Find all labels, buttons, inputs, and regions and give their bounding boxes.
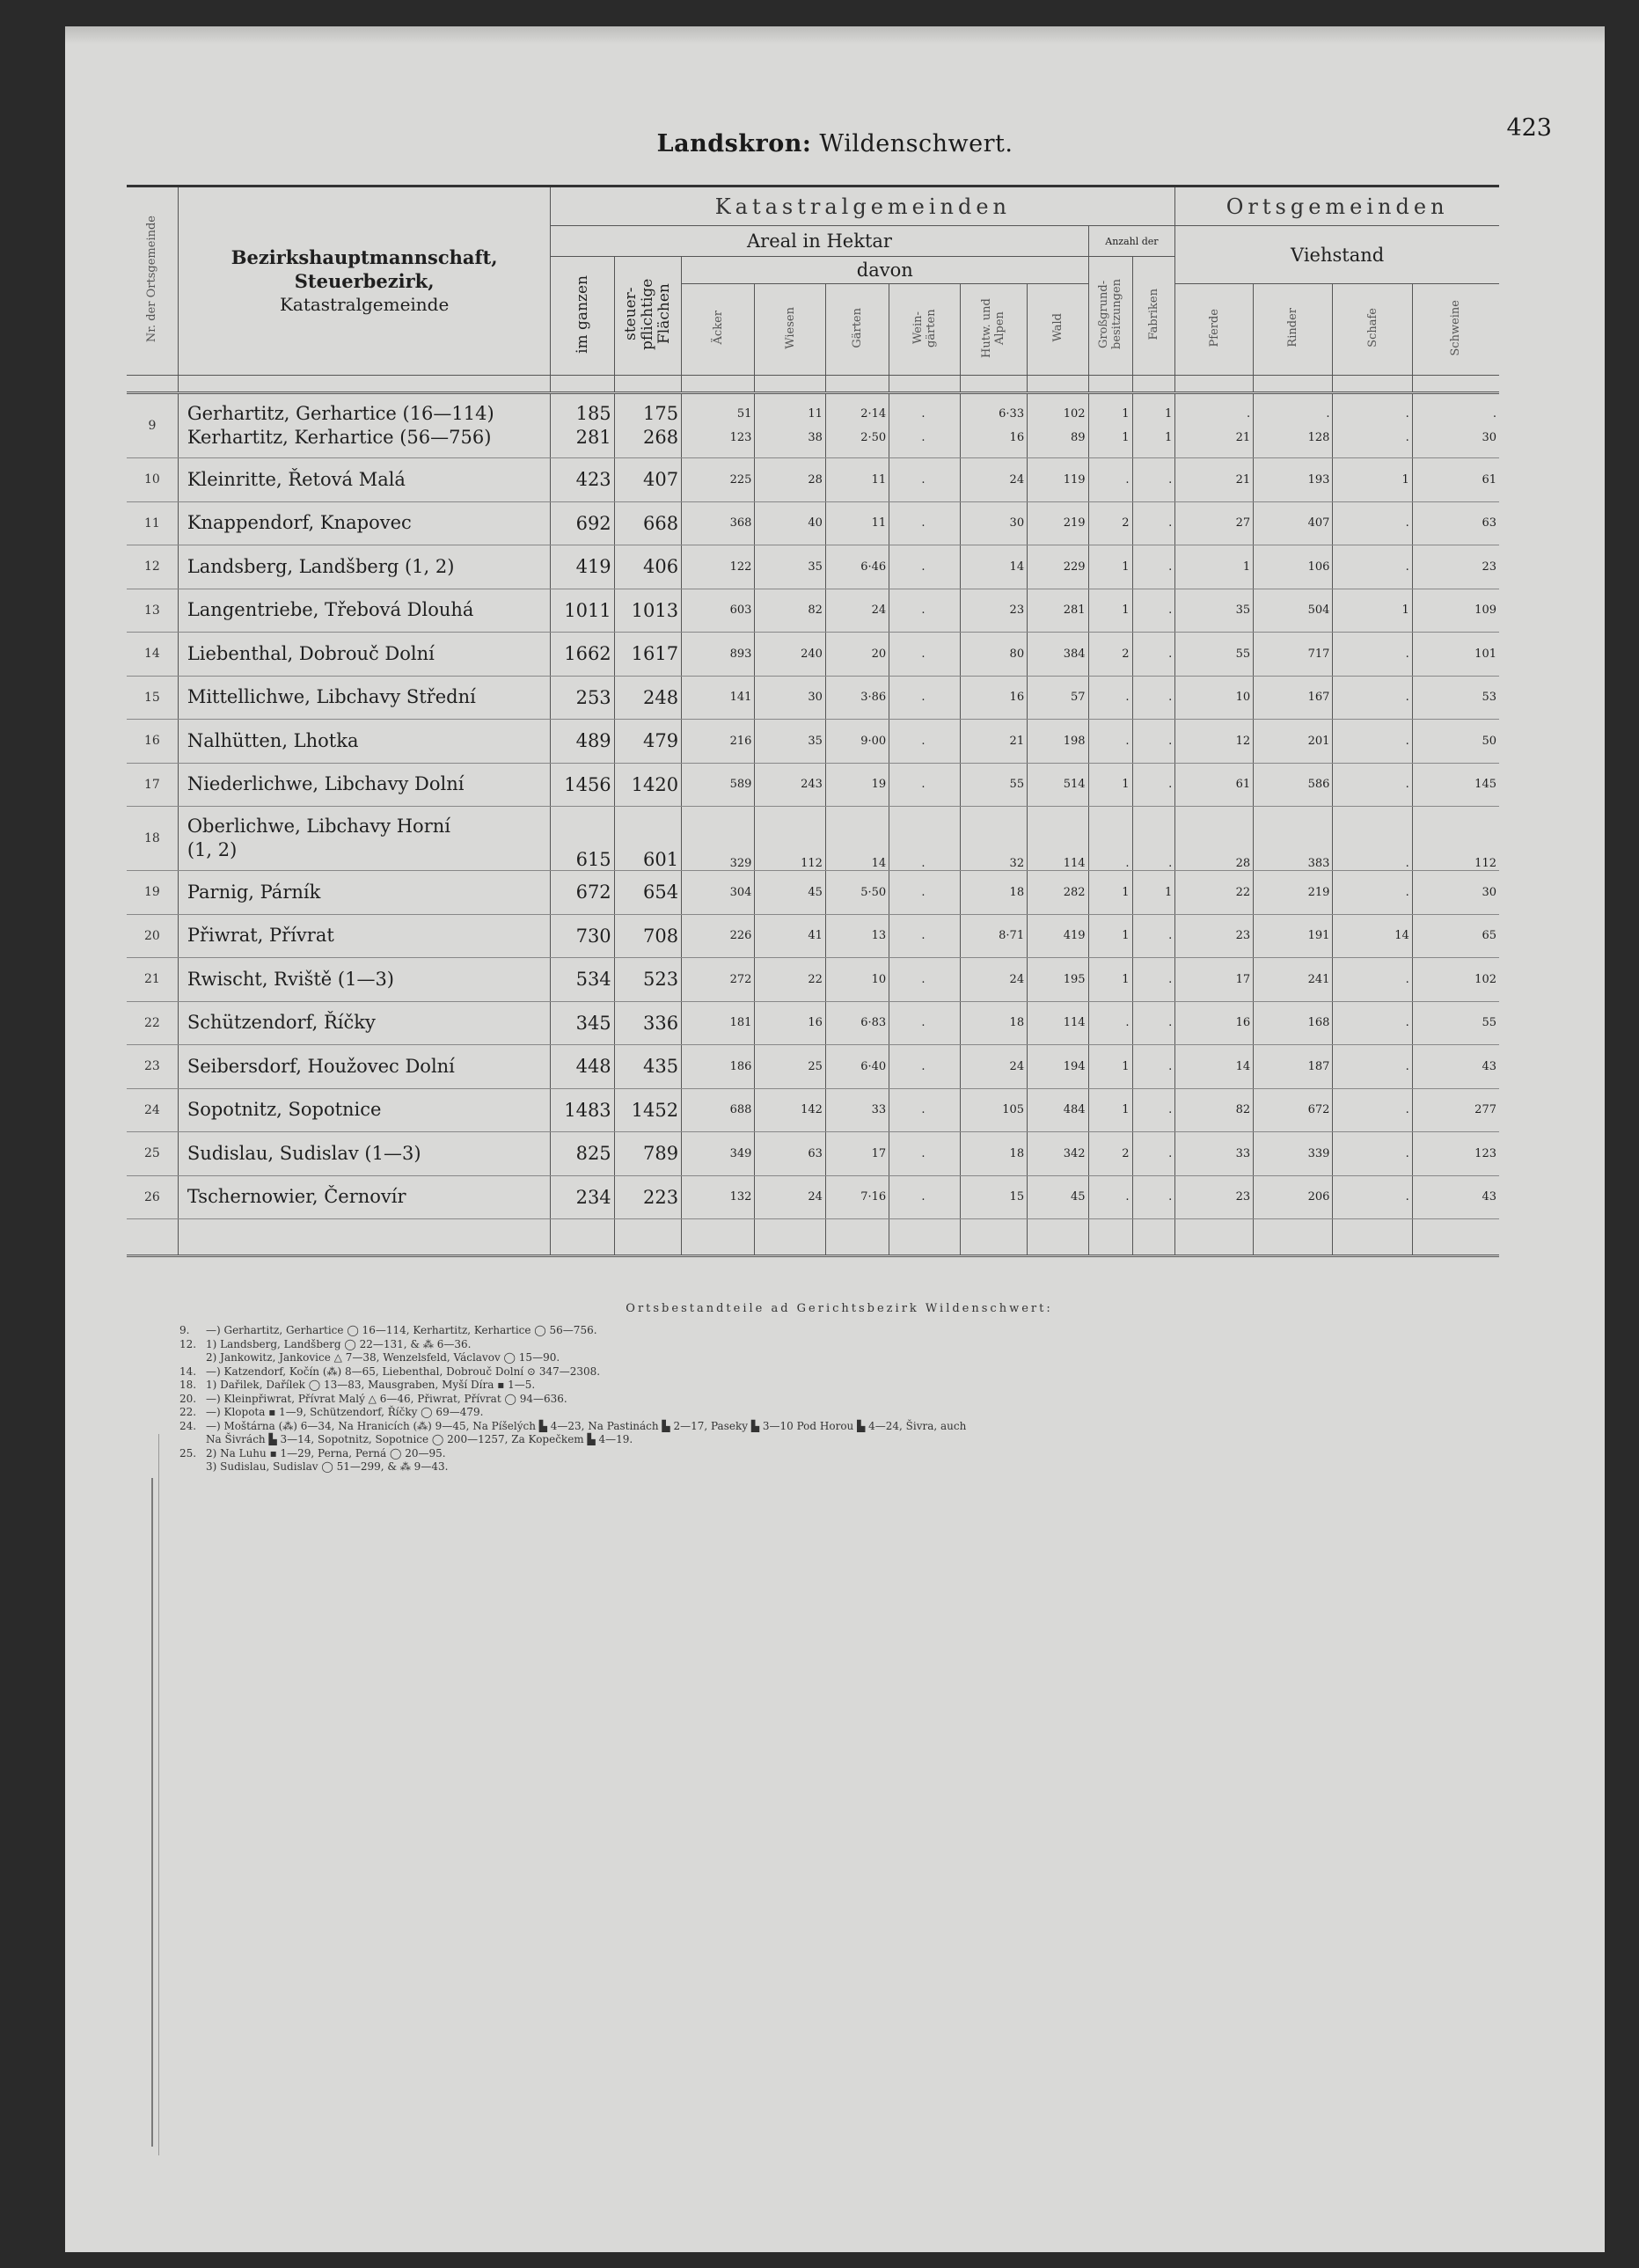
fabriken-header: Fabriken bbox=[1132, 257, 1175, 376]
margin-rule bbox=[151, 1478, 153, 2147]
schafe-header: Schafe bbox=[1333, 284, 1412, 376]
footnote-line: 20. —) Kleinpřiwrat, Přívrat Malý △ 6—46, Přiwrat, Přívrat ◯ 94—636. bbox=[179, 1392, 567, 1405]
weingarten-header: Wein-gärten bbox=[889, 284, 961, 376]
table-row: 14 Liebenthal, Dobrouč Dolní 1662 1617 893 240 20 . 80 384 2 . 55 717 . 101 bbox=[127, 633, 1499, 677]
col-nr-header: Nr. der Ortsgemeinde bbox=[127, 187, 178, 376]
table-row: 22 Schützendorf, Říčky 345 336 181 16 6·83 . 18 114 . . 16 168 . 55 bbox=[127, 1001, 1499, 1045]
table-row: 17 Niederlichwe, Libchavy Dolní 1456 1420 589 243 19 . 55 514 1 . 61 586 . 145 bbox=[127, 763, 1499, 807]
table-row: 24 Sopotnitz, Sopotnice 1483 1452 688 142 33 . 105 484 1 . 82 672 . 277 bbox=[127, 1088, 1499, 1132]
table-row: 13 Langentriebe, Třebová Dlouhá 1011 1013 603 82 24 . 23 281 1 . 35 504 1 109 bbox=[127, 589, 1499, 633]
gross-header: Großgrund-besitzungen bbox=[1088, 257, 1132, 376]
col-name-header: Bezirkshauptmannschaft, Steuerbezirk, Katastralgemeinde bbox=[178, 187, 551, 376]
davon-header: davon bbox=[682, 257, 1088, 284]
garten-header: Gärten bbox=[825, 284, 889, 376]
table-row: 25 Sudislau, Sudislav (1—3) 825 789 349 63 17 . 18 342 2 . 33 339 . 123 bbox=[127, 1132, 1499, 1176]
table-row: 15 Mittellichwe, Libchavy Střední 253 248 141 30 3·86 . 16 57 . . 10 167 . 53 bbox=[127, 676, 1499, 720]
table-row: 12 Landsberg, Landšberg (1, 2) 419 406 122 35 6·46 . 14 229 1 . 1 106 . 23 bbox=[127, 545, 1499, 589]
footnote-line: 3) Sudislau, Sudislav ◯ 51—299, & ⁂ 9—43. bbox=[206, 1460, 449, 1473]
table-row: 9 Gerhartitz, Gerhartice (16—114) Kerhartitz, Kerhartice (56—756) 185 281 175 268 51 123 11 38 2·14 2·50 . . 6·33 16 102 89 1 1 1 1 . 21 . 128 . . . 30 bbox=[127, 393, 1499, 458]
footnote-line: 14. —) Katzendorf, Kočín (⁂) 8—65, Liebenthal, Dobrouč Dolní ⊙ 347—2308. bbox=[179, 1364, 601, 1378]
table-row: 19 Parnig, Párník 672 654 304 45 5·50 . 18 282 1 1 22 219 . 30 bbox=[127, 871, 1499, 915]
footnote-line: 2) Jankowitz, Jankovice △ 7—38, Wenzelsfeld, Václavov ◯ 15—90. bbox=[206, 1351, 560, 1364]
document-page bbox=[65, 26, 1605, 2252]
table-row: 20 Přiwrat, Přívrat 730 708 226 41 13 . 8·71 419 1 . 23 191 14 65 bbox=[127, 914, 1499, 958]
footnotes-title: Ortsbestandteile ad Gerichtsbezirk Wildenschwert: bbox=[626, 1302, 1053, 1315]
viehstand-header: Viehstand bbox=[1175, 226, 1499, 284]
footnote-line: 12. 1) Landsberg, Landšberg ◯ 22—131, & ⁂ 6—36. bbox=[179, 1337, 472, 1350]
hutw-header: Hutw. und Alpen bbox=[960, 284, 1027, 376]
footnote-line: 24. —) Moštárna (⁂) 6—34, Na Hranicích (⁂) 9—45, Na Píšelých ▙ 4—23, Na Pastinách ▙ 2—17, Paseky ▙ 3—10 Pod Horou ▙ 4—24, Šivra, auch bbox=[179, 1419, 967, 1432]
margin-rule bbox=[158, 1434, 159, 2155]
page-number: 423 bbox=[1506, 114, 1552, 142]
table-row: 23 Seibersdorf, Houžovec Dolní 448 435 186 25 6·40 . 24 194 1 . 14 187 . 43 bbox=[127, 1045, 1499, 1089]
table-row: 18 Oberlichwe, Libchavy Horní (1, 2) 615 601 329 112 14 . 32 114 . . 28 383 . 112 bbox=[127, 807, 1499, 871]
table-row: 16 Nalhütten, Lhotka 489 479 216 35 9·00 . 21 198 . . 12 201 . 50 bbox=[127, 720, 1499, 764]
steuer-header: steuer-pflichtige Flächen bbox=[614, 257, 681, 376]
schweine-header: Schweine bbox=[1412, 284, 1499, 376]
wiesen-header: Wiesen bbox=[755, 284, 826, 376]
areal-header: Areal in Hektar bbox=[551, 226, 1088, 257]
footnote-line: 18. 1) Dařilek, Dařílek ◯ 13—83, Mausgraben, Myší Díra ▪ 1—5. bbox=[179, 1379, 536, 1391]
footnote-line: 9. —) Gerhartitz, Gerhartice ◯ 16—114, Kerhartitz, Kerhartice ◯ 56—756. bbox=[179, 1324, 597, 1336]
footnote-line: 22. —) Klopota ▪ 1—9, Schützendorf, Říčky ◯ 69—479. bbox=[179, 1406, 484, 1418]
table-row: 10 Kleinritte, Řetová Malá 423 407 225 28 11 . 24 119 . . 21 193 1 61 bbox=[127, 458, 1499, 502]
anzahl-header: Anzahl der bbox=[1088, 226, 1175, 257]
running-head: Landskron: Wildenschwert. bbox=[656, 130, 1013, 157]
acker-header: Äcker bbox=[682, 284, 755, 376]
wald-header: Wald bbox=[1028, 284, 1088, 376]
table-row: 11 Knappendorf, Knapovec 692 668 368 40 11 . 30 219 2 . 27 407 . 63 bbox=[127, 501, 1499, 545]
table-row: 21 Rwischt, Rviště (1—3) 534 523 272 22 10 . 24 195 1 . 17 241 . 102 bbox=[127, 958, 1499, 1002]
katastral-header: Katastralgemeinden bbox=[551, 187, 1175, 226]
rinder-header: Rinder bbox=[1254, 284, 1333, 376]
statistics-table bbox=[127, 185, 1499, 1257]
footnote-line: 25. 2) Na Luhu ▪ 1—29, Perna, Perná ◯ 20—95. bbox=[179, 1446, 446, 1460]
orts-header: Ortsgemeinden bbox=[1175, 187, 1499, 226]
footnotes bbox=[179, 1302, 1499, 1474]
pferde-header: Pferde bbox=[1175, 284, 1254, 376]
table-row: 26 Tschernowier, Černovír 234 223 132 24 7·16 . 15 45 . . 23 206 . 43 bbox=[127, 1175, 1499, 1219]
im-ganzen-header: im ganzen bbox=[551, 257, 614, 376]
footnote-line: Na Šivrách ▙ 3—14, Sopotnitz, Sopotnice ◯ 200—1257, Za Kopečkem ▙ 4—19. bbox=[206, 1433, 633, 1445]
